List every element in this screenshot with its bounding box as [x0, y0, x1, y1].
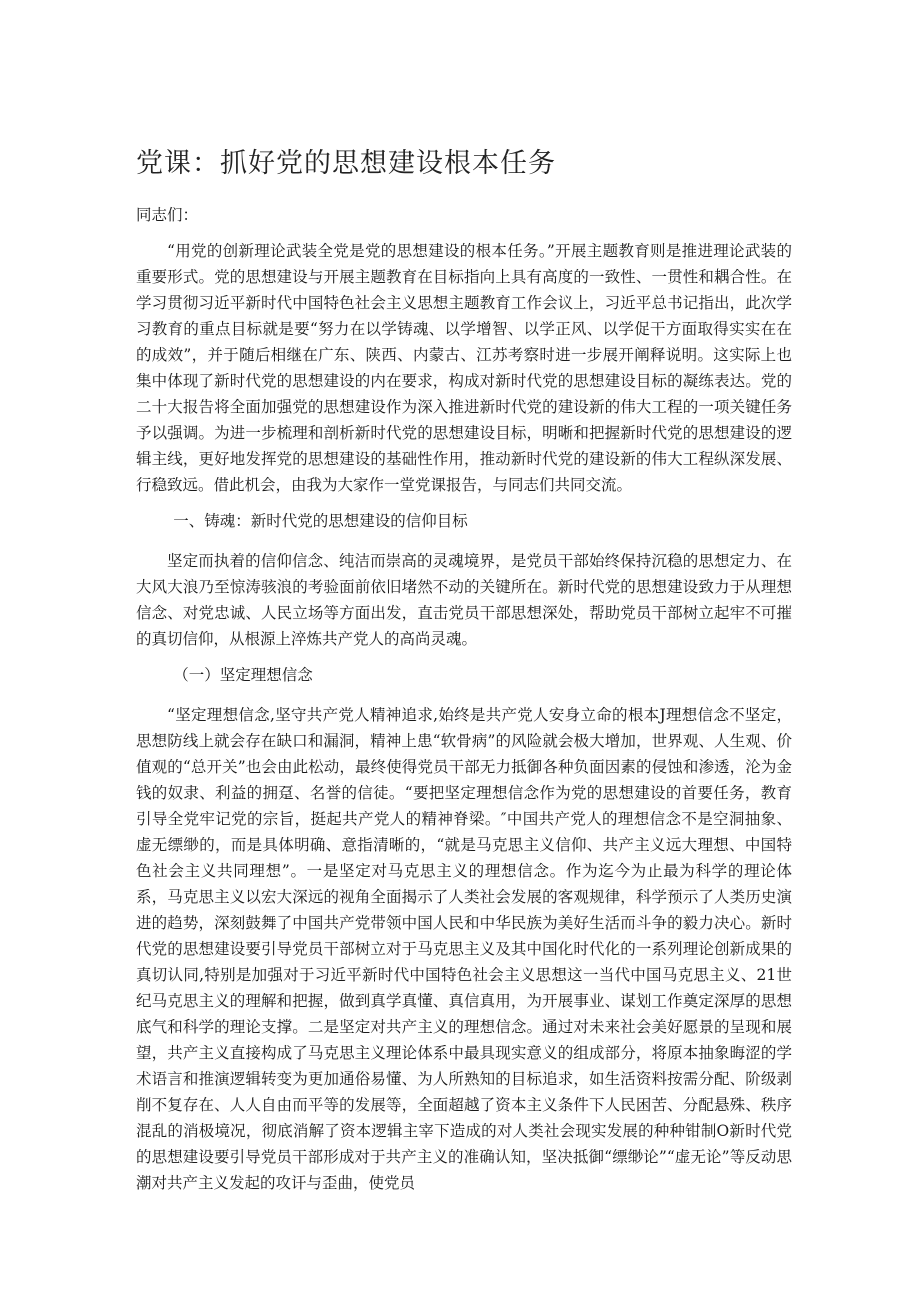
document-title: 党课：抓好党的思想建设根本任务 — [136, 148, 556, 179]
greeting: 同志们： — [136, 206, 199, 224]
subsection-heading-1: （一）坚定理想信念 — [173, 666, 313, 684]
paragraph-section-1: 坚定而执着的信仰信念、纯洁而崇高的灵魂境界，是党员干部始终保持沉稳的思想定力、在大风大浪乃至惊涛骇浪的考验面前依旧堵然不动的关键所在。新时代党的思想建设致力于从理想信念、对党忠诚、人民立场等方面出发，直击党员干部思想深处，帮助党员干部树立起牢不可摧的真切信仰，从根源上淬炼共产党人的高尚灵魂。 — [136, 552, 792, 648]
paragraph-intro: “用党的创新理论武装全党是党的思想建设的根本任务。”开展主题教育则是推进理论武装的重要形式。党的思想建设与开展主题教育在目标指向上具有高度的一致性、一贯性和耦合性。在学习贯彻习近平新时代中国特色社会主义思想主题教育工作会议上，习近平总书记指出，此次学习教育的重点目标就是要“努力在以学铸魂、以学增智、以学正风、以学促干方面取得实实在在的成效”，并于随后相继在广东、陕西、内蒙古、江苏考察时进一步展开阐释说明。这实际上也集中体现了新时代党的思想建设的内在要求，构成对新时代党的思想建设目标的凝练表达。党的二十大报告将全面加强党的思想建设作为深入推进新时代党的建设新的伟大工程的一项关键任务予以强调。为进一步梳理和剖析新时代党的思想建设目标，明晰和把握新时代党的思想建设的逻辑主线，更好地发挥党的思想建设的基础性作用，推动新时代党的建设新的伟大工程纵深发展、行稳致远。借此机会，由我为大家作一堂党课报告，与同志们共同交流。 — [136, 242, 792, 494]
document-page — [136, 146, 792, 1206]
paragraph-subsection-1: “坚定理想信念,坚守共产党人精神追求,始终是共产党人安身立命的根本J理想信念不坚定，思想防线上就会存在缺口和漏洞，精神上患“软骨病”的风险就会极大增加，世界观、人生观、价值观的“总开关”也会由此松动，最终使得党员干部无力抵御各种负面因素的侵蚀和渗透，沦为金钱的奴隶、利益的拥趸、名誉的信徒。“要把坚定理想信念作为党的思想建设的首要任务，教育引导全党牢记党的宗旨，挺起共产党人的精神脊梁。″中国共产党人的理想信念不是空洞抽象、虚无缥缈的，而是具体明确、意指清晰的，“就是马克思主义信仰、共产主义远大理想、中国特色社会主义共同理想”。一是坚定对马克思主义的理想信念。作为迄今为止最为科学的理论体系，马克思主义以宏大深远的视角全面揭示了人类社会发展的客观规律，科学预示了人类历史演进的趋势，深刻鼓舞了中国共产党带领中国人民和中华民族为美好生活而斗争的毅力决心。新时代党的思想建设要引导党员干部树立对于马克思主义及其中国化时代化的一系列理论创新成果的真切认同,特别是加强对于习近平新时代中国特色社会主义思想这一当代中国马克思主义、21世纪马克思主义的理解和把握，做到真学真懂、真信真用，为开展事业、谋划工作奠定深厚的思想底气和科学的理论支撑。二是坚定对共产主义的理想信念。通过对未来社会美好愿景的呈现和展望，共产主义直接构成了马克思主义理论体系中最具现实意义的组成部分，将原本抽象晦涩的学术语言和推演逻辑转变为更加通俗易懂、为人所熟知的目标追求，如生活资料按需分配、阶级剥削不复存在、人人自由而平等的发展等，全面超越了资本主义条件下人民困苦、分配悬殊、秩序混乱的消极境况，彻底消解了资本逻辑主宰下造成的对人类社会现实发展的种种钳制O新时代党的思想建设要引导党员干部形成对于共产主义的准确认知，坚决抵御“缥缈论”“虚无论”等反动思潮对共产主义发起的攻讦与歪曲，使党员 — [136, 706, 792, 1192]
section-heading-1: 一、铸魂：新时代党的思想建设的信仰目标 — [173, 512, 468, 530]
